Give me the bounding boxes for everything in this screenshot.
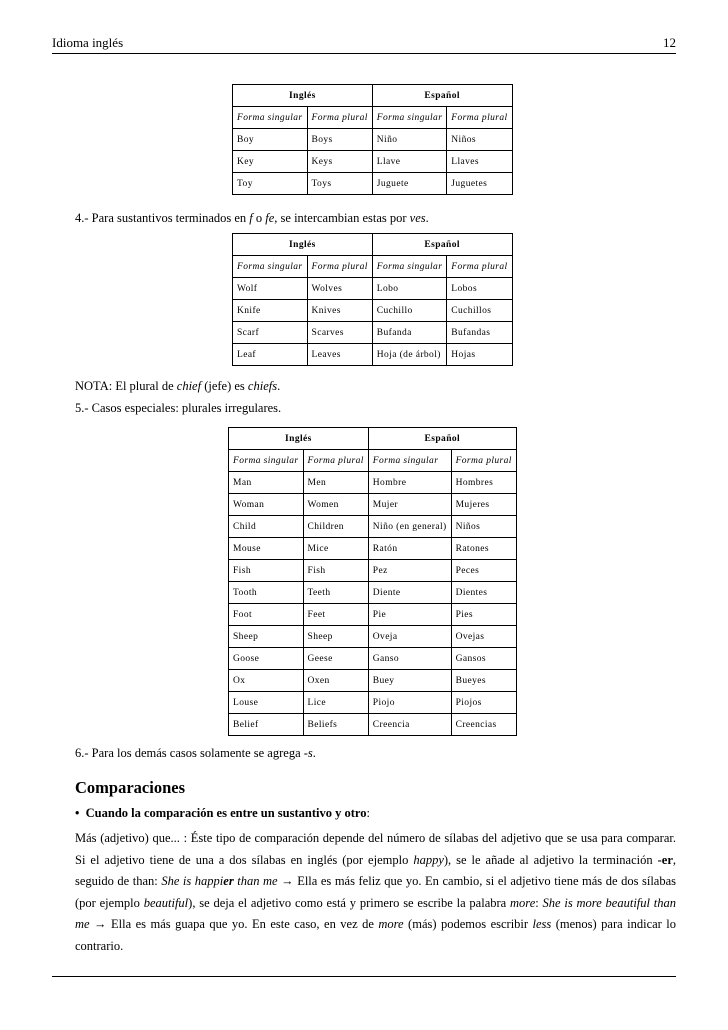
section-title: Comparaciones — [75, 778, 185, 797]
table-cell: Bueyes — [451, 670, 516, 692]
table-cell: Fish — [303, 560, 368, 582]
plural-table-irregular — [228, 427, 517, 736]
subheader-plural: Forma plural — [451, 450, 516, 472]
table-cell: Scarves — [307, 322, 372, 344]
table-cell: Peces — [451, 560, 516, 582]
table-row — [229, 494, 517, 516]
bullet-text: Cuando la comparación es entre un sustantivo y otro — [85, 806, 367, 820]
header-english: Inglés — [233, 85, 373, 107]
subheader-plural: Forma plural — [447, 107, 512, 129]
table-row — [229, 626, 517, 648]
header-english: Inglés — [233, 234, 373, 256]
table-cell: Sheep — [229, 626, 304, 648]
table-row — [229, 692, 517, 714]
header-spanish: Español — [372, 234, 512, 256]
table-cell: Ovejas — [451, 626, 516, 648]
header-spanish: Español — [368, 428, 516, 450]
table-row — [233, 322, 513, 344]
subheader-plural: Forma plural — [447, 256, 512, 278]
table-cell: Dientes — [451, 582, 516, 604]
table-cell: Key — [233, 151, 308, 173]
table-cell: Teeth — [303, 582, 368, 604]
table-header-row — [233, 85, 513, 107]
table-cell: Woman — [229, 494, 304, 516]
table-cell: Boys — [307, 129, 372, 151]
table-row — [229, 604, 517, 626]
table-cell: Fish — [229, 560, 304, 582]
table-cell: Boy — [233, 129, 308, 151]
bullet-mark: • — [75, 806, 80, 820]
table-cell: Oveja — [368, 626, 451, 648]
comparison-paragraph: Más (adjetivo) que... : Éste tipo de comparación depende del número de sílabas del adjetivo que se usa para comparar. Si el adjetivo tiene de una a dos sílabas en inglés (por ejemplo happy), se le añade al adjetivo la terminación -er, seguido de than: She is happier than me → Ella es más feliz que yo. En cambio, si el adjetivo tiene más de dos sílabas (por ejemplo beautiful), se deja el adjetivo como está y primero se escribe la palabra more: She is more beautiful than me → Ella es más guapa que yo. En este caso, en vez de more (más) podemos escribir less (menos) para indicar lo contrario. — [75, 831, 677, 953]
table-row — [229, 516, 517, 538]
table-cell: Llaves — [447, 151, 512, 173]
table-cell: Creencia — [368, 714, 451, 736]
plural-table-f-fe — [232, 233, 513, 366]
rule-4: 4.- Para sustantivos terminados en f o fe, se intercambian estas por ves. — [75, 211, 429, 225]
plural-table-regular — [232, 84, 513, 195]
table-cell: Pez — [368, 560, 451, 582]
table-cell: Mice — [303, 538, 368, 560]
subheader-plural: Forma plural — [303, 450, 368, 472]
table-row — [229, 648, 517, 670]
table-cell: Feet — [303, 604, 368, 626]
table-cell: Hojas — [447, 344, 512, 366]
table-cell: Creencias — [451, 714, 516, 736]
subheader-singular: Forma singular — [372, 256, 447, 278]
arrow-icon: → — [89, 917, 112, 931]
table-row — [229, 670, 517, 692]
table-cell: Toys — [307, 173, 372, 195]
table-cell: Oxen — [303, 670, 368, 692]
table-row — [229, 582, 517, 604]
table-row — [229, 714, 517, 736]
table-row — [233, 129, 513, 151]
table-cell: Pie — [368, 604, 451, 626]
table-cell: Buey — [368, 670, 451, 692]
table-cell: Niño (en general) — [368, 516, 451, 538]
table-cell: Lobo — [372, 278, 447, 300]
subheader-singular: Forma singular — [233, 256, 308, 278]
table-cell: Beliefs — [303, 714, 368, 736]
table-cell: Men — [303, 472, 368, 494]
table-cell: Niño — [372, 129, 447, 151]
rule-5: 5.- Casos especiales: plurales irregulares. — [75, 401, 282, 415]
page-header — [52, 35, 676, 54]
table-cell: Lice — [303, 692, 368, 714]
note: NOTA: El plural de chief (jefe) es chiefs. — [75, 379, 281, 393]
table-subheader-row — [229, 450, 517, 472]
table-cell: Foot — [229, 604, 304, 626]
table-row — [229, 538, 517, 560]
rule-6: 6.- Para los demás casos solamente se agrega -s. — [75, 746, 316, 760]
table-cell: Diente — [368, 582, 451, 604]
table-cell: Geese — [303, 648, 368, 670]
subheader-singular: Forma singular — [229, 450, 304, 472]
table-row — [229, 560, 517, 582]
table-cell: Bufanda — [372, 322, 447, 344]
table-cell: Juguete — [372, 173, 447, 195]
table-cell: Children — [303, 516, 368, 538]
table-cell: Piojos — [451, 692, 516, 714]
table-cell: Knife — [233, 300, 308, 322]
table-cell: Niños — [451, 516, 516, 538]
table-cell: Leaf — [233, 344, 308, 366]
table-cell: Bufandas — [447, 322, 512, 344]
arrow-icon: → — [277, 874, 298, 888]
table-cell: Wolves — [307, 278, 372, 300]
table-row — [233, 278, 513, 300]
document-title: Idioma inglés — [52, 35, 124, 50]
table-cell: Ratón — [368, 538, 451, 560]
header-spanish: Español — [372, 85, 512, 107]
bullet-item: • Cuando la comparación es entre un sustantivo y otro: — [75, 806, 370, 820]
table-cell: Women — [303, 494, 368, 516]
table-cell: Louse — [229, 692, 304, 714]
table-header-row — [229, 428, 517, 450]
table-header-row — [233, 234, 513, 256]
table-cell: Child — [229, 516, 304, 538]
table-row — [233, 344, 513, 366]
table-cell: Hombres — [451, 472, 516, 494]
table-cell: Gansos — [451, 648, 516, 670]
table-row — [233, 151, 513, 173]
table-row — [229, 472, 517, 494]
table-cell: Leaves — [307, 344, 372, 366]
table-cell: Wolf — [233, 278, 308, 300]
page-number: 12 — [663, 35, 676, 50]
table-cell: Cuchillos — [447, 300, 512, 322]
table-cell: Scarf — [233, 322, 308, 344]
table-cell: Hombre — [368, 472, 451, 494]
subheader-singular: Forma singular — [233, 107, 308, 129]
table-cell: Mujer — [368, 494, 451, 516]
subheader-singular: Forma singular — [372, 107, 447, 129]
table-cell: Sheep — [303, 626, 368, 648]
table-cell: Keys — [307, 151, 372, 173]
table-cell: Tooth — [229, 582, 304, 604]
table-cell: Man — [229, 472, 304, 494]
table-cell: Mujeres — [451, 494, 516, 516]
header-english: Inglés — [229, 428, 369, 450]
table-cell: Goose — [229, 648, 304, 670]
table-cell: Lobos — [447, 278, 512, 300]
table-cell: Cuchillo — [372, 300, 447, 322]
table-cell: Pies — [451, 604, 516, 626]
table-cell: Llave — [372, 151, 447, 173]
subheader-plural: Forma plural — [307, 107, 372, 129]
table-row — [233, 173, 513, 195]
page-footer-rule — [52, 976, 676, 977]
table-subheader-row — [233, 256, 513, 278]
table-cell: Hoja (de árbol) — [372, 344, 447, 366]
table-cell: Piojo — [368, 692, 451, 714]
table-subheader-row — [233, 107, 513, 129]
table-cell: Juguetes — [447, 173, 512, 195]
table-cell: Knives — [307, 300, 372, 322]
table-cell: Mouse — [229, 538, 304, 560]
table-row — [233, 300, 513, 322]
subheader-plural: Forma plural — [307, 256, 372, 278]
table-cell: Niños — [447, 129, 512, 151]
table-cell: Belief — [229, 714, 304, 736]
table-cell: Ganso — [368, 648, 451, 670]
table-cell: Ox — [229, 670, 304, 692]
table-cell: Ratones — [451, 538, 516, 560]
subheader-singular: Forma singular — [368, 450, 451, 472]
table-cell: Toy — [233, 173, 308, 195]
